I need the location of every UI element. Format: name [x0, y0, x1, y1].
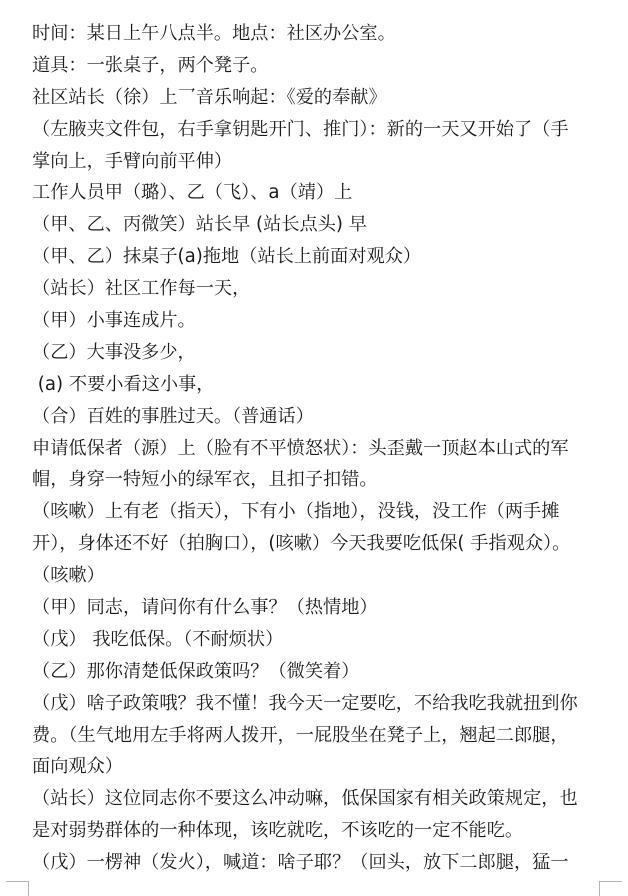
text-line: (a) 不要小看这小事， — [32, 373, 215, 395]
document-body — [32, 18, 598, 879]
text-line: （左腋夹文件包，右手拿钥匙开门、推门）：新的一天又开始了（手 — [32, 118, 569, 140]
text-line: （站长）这位同志你不要这么冲动嘛，低保国家有相关政策规定，也 — [32, 788, 578, 810]
text-line: 掌向上，手臂向前平伸） — [32, 150, 233, 172]
text-line: （甲、乙、丙微笑）站长早 (站长点头) 早 — [32, 214, 367, 236]
text-line: （乙）大事没多少， — [32, 341, 196, 363]
text-line: 帽，身穿一特短小的绿军衣，且扣子扣错。 — [32, 469, 378, 491]
text-line: 费。（生气地用左手将两人拨开，一屁股坐在凳子上，翘起二郎腿， — [32, 724, 569, 746]
text-line: （戊）一楞神（发火），喊道：啥子耶？（回头，放下二郎腿，猛一 — [32, 852, 569, 874]
text-line: （乙）那你清楚低保政策吗？（微笑着） — [32, 660, 360, 682]
text-line: （戊）啥子政策哦？我不懂！我今天一定要吃，不给我吃我就扭到你 — [32, 692, 578, 714]
text-line: 开），身体还不好（拍胸口），(咳嗽）今天我要吃低保( 手指观众）。 — [32, 533, 571, 555]
page-corner-mark-right — [599, 881, 622, 896]
text-line: （甲）小事连成片。 — [32, 310, 196, 332]
text-line: 社区站长（徐）上乛音乐响起：《爱的奉献》 — [32, 86, 387, 108]
text-line: 时间：某日上午八点半。地点：社区办公室。 — [32, 23, 396, 44]
text-line: 面向观众） — [32, 756, 123, 778]
text-line: 申请低保者（源）上（脸有不平愤怒状）：头歪戴一顶赵本山式的军 — [32, 437, 569, 459]
text-line: （咳嗽）上有老（指天），下有小（指地），没钱，没工作（两手摊 — [32, 501, 560, 523]
text-line: （甲、乙）抹桌子(a)拖地（站长上前面对观众） — [32, 246, 422, 268]
text-line: （咳嗽） — [32, 565, 105, 587]
text-line: （甲）同志，请问你有什么事？（热情地） — [32, 597, 378, 619]
text-line: （戊） 我吃低保。（不耐烦状） — [32, 628, 284, 650]
text-line: 道具：一张桌子，两个凳子。 — [32, 54, 269, 76]
text-line: （站长）社区工作每一天， — [32, 278, 251, 300]
page-corner-mark-left — [6, 881, 29, 896]
text-line: 是对弱势群体的一种体现，该吃就吃，不该吃的一定不能吃。 — [32, 820, 524, 842]
text-line: 工作人员甲（璐）、乙（飞）、a（靖）上 — [32, 182, 353, 204]
text-line: （合）百姓的事胜过天。（普通话） — [32, 405, 314, 427]
